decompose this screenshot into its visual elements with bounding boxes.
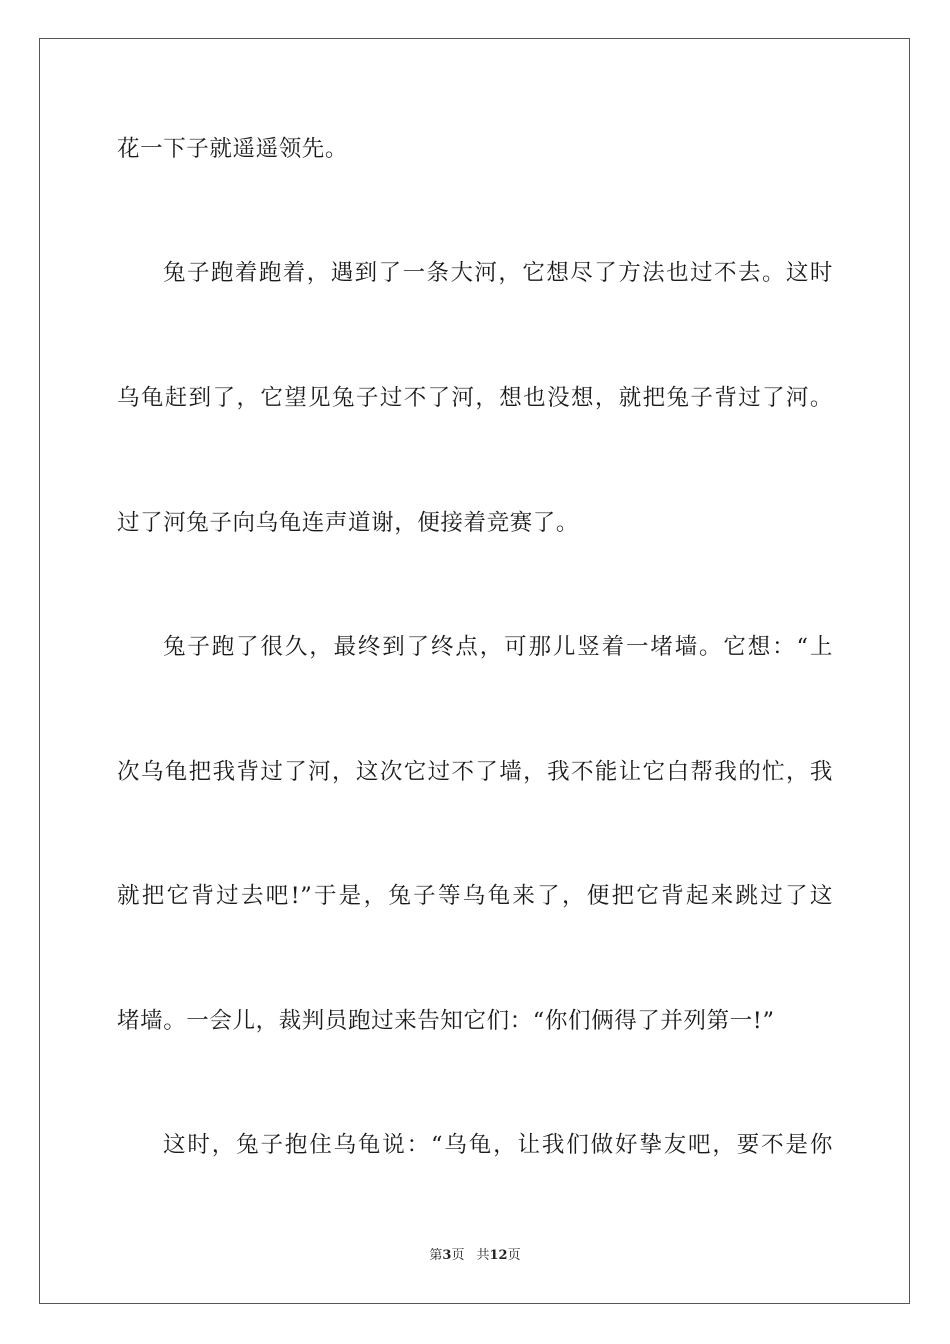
page-border: [39, 38, 910, 1304]
text-line-8: 堵墙。一会儿，裁判员跑过来告知它们：“你们俩得了并列第一!”: [117, 1008, 775, 1034]
total-prefix: 共: [476, 1248, 490, 1263]
text-line-3: 乌龟赶到了，它望见兔子过不了河，想也没想，就把兔子背过了河。: [117, 385, 833, 411]
text-line-7: 就把它背过去吧!”于是，兔子等乌龟来了，便把它背起来跳过了这: [117, 883, 833, 909]
page-suffix: 页: [451, 1248, 465, 1263]
text-line-5: 兔子跑了很久，最终到了终点，可那儿竖着一堵墙。它想：“上: [163, 634, 833, 660]
page-prefix: 第: [429, 1248, 443, 1263]
page-number: 3: [442, 1248, 452, 1263]
text-line-4: 过了河兔子向乌龟连声道谢，便接着竞赛了。: [117, 510, 580, 536]
page-footer: [0, 1247, 950, 1265]
text-line-2: 兔子跑着跑着，遇到了一条大河，它想尽了方法也过不去。这时: [163, 260, 833, 286]
total-suffix: 页: [507, 1248, 521, 1263]
text-line-9: 这时，兔子抱住乌龟说：“乌龟，让我们做好挚友吧，要不是你: [163, 1132, 833, 1158]
text-line-6: 次乌龟把我背过了河，这次它过不了墙，我不能让它白帮我的忙，我: [117, 759, 833, 785]
total-pages: 12: [489, 1248, 508, 1263]
text-line-1: 花一下子就遥遥领先。: [117, 136, 349, 162]
